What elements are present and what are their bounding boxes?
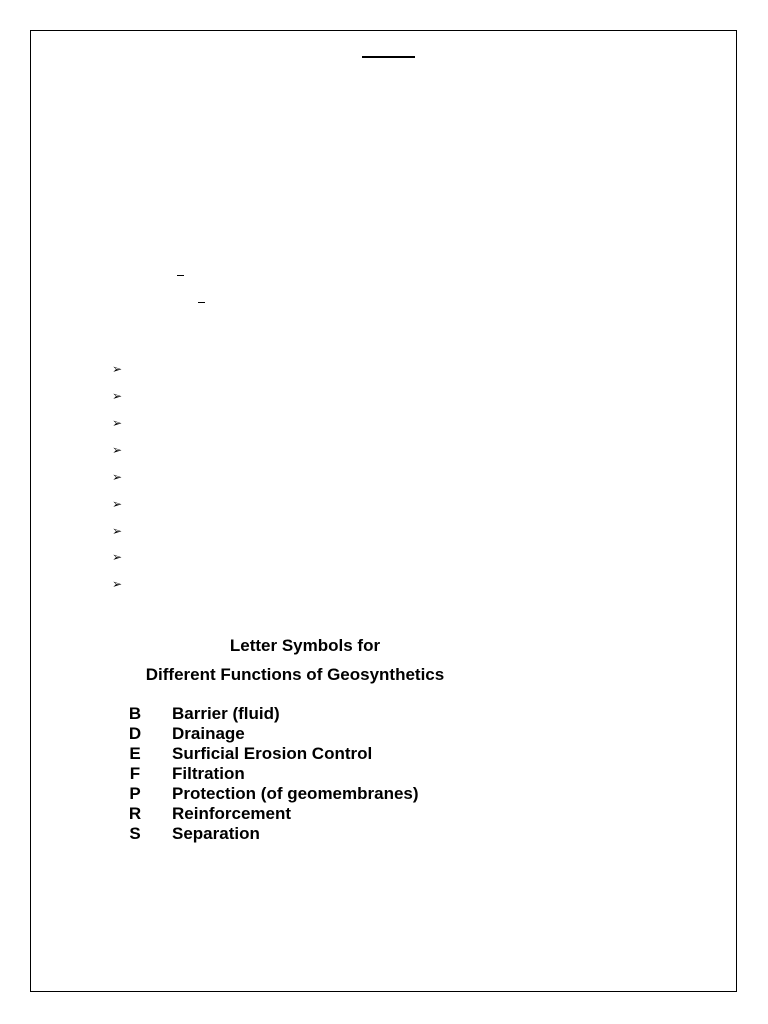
legend-letter: P [129, 784, 141, 803]
legend-letter: R [128, 804, 142, 823]
legend-letter: S [129, 824, 141, 843]
bullet-arrow-icon: ➢ [112, 470, 123, 484]
title-underline [362, 56, 415, 58]
short-dash-mark [177, 275, 184, 276]
bullet-arrow-icon: ➢ [112, 362, 123, 376]
legend-description: Barrier (fluid) [172, 704, 280, 723]
bullet-arrow-icon: ➢ [112, 497, 123, 511]
legend-letter: D [128, 724, 142, 743]
bullet-arrow-icon: ➢ [112, 524, 123, 538]
legend-description: Reinforcement [172, 804, 292, 823]
bullet-arrow-icon: ➢ [112, 550, 123, 564]
legend-description: Drainage [172, 724, 245, 743]
bullet-arrow-icon: ➢ [112, 416, 123, 430]
bullet-arrow-icon: ➢ [112, 389, 123, 403]
legend-description: Protection (of geomembranes) [172, 784, 419, 803]
page-border [30, 30, 737, 992]
bullet-arrow-icon: ➢ [112, 577, 123, 591]
legend-letter: F [129, 764, 141, 783]
legend-letter: E [129, 744, 141, 763]
legend-description: Filtration [172, 764, 245, 783]
heading-line-1: Letter Symbols for [229, 636, 381, 655]
legend-letter: B [128, 704, 142, 723]
bullet-arrow-icon: ➢ [112, 443, 123, 457]
short-dash-mark [198, 302, 205, 303]
heading-line-2: Different Functions of Geosynthetics [145, 665, 445, 684]
legend-description: Surficial Erosion Control [172, 744, 373, 763]
legend-description: Separation [172, 824, 260, 843]
